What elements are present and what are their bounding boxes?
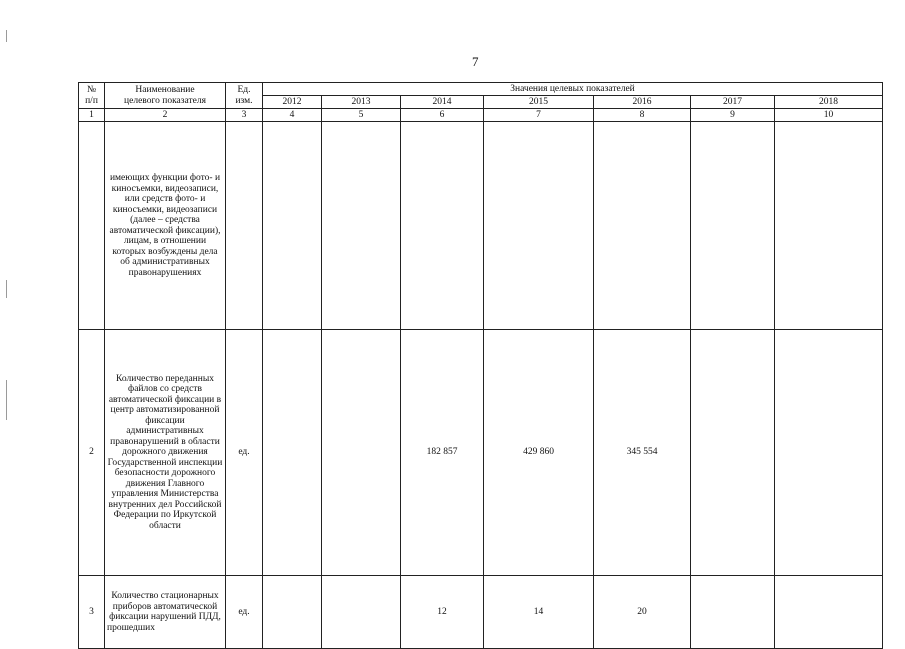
column-number: 4 — [263, 109, 322, 122]
header-year: 2014 — [401, 96, 484, 109]
header-year: 2015 — [484, 96, 594, 109]
header-year: 2016 — [594, 96, 691, 109]
row-value — [691, 576, 775, 649]
row-value — [594, 122, 691, 330]
column-number: 10 — [775, 109, 883, 122]
row-value: 14 — [484, 576, 594, 649]
row-num — [79, 122, 105, 330]
table-row — [79, 122, 883, 330]
row-indicator-name: Количество стационарных приборов автоматической фиксации нарушений ПДД, прошедших — [105, 576, 226, 649]
row-value — [775, 330, 883, 576]
row-value: 12 — [401, 576, 484, 649]
row-value — [322, 330, 401, 576]
row-num: 2 — [79, 330, 105, 576]
row-value — [401, 122, 484, 330]
row-value — [322, 122, 401, 330]
row-value: 182 857 — [401, 330, 484, 576]
header-values-group: Значения целевых показателей — [263, 83, 883, 96]
row-value — [691, 122, 775, 330]
row-value — [775, 122, 883, 330]
row-unit — [226, 122, 263, 330]
column-number: 3 — [226, 109, 263, 122]
column-number: 7 — [484, 109, 594, 122]
row-value — [263, 122, 322, 330]
scan-margin-mark — [6, 30, 7, 42]
column-number: 1 — [79, 109, 105, 122]
row-value — [263, 576, 322, 649]
header-year: 2012 — [263, 96, 322, 109]
row-num: 3 — [79, 576, 105, 649]
row-value — [322, 576, 401, 649]
header-num: № п/п — [79, 83, 105, 109]
header-unit: Ед. изм. — [226, 83, 263, 109]
header-year: 2018 — [775, 96, 883, 109]
row-unit: ед. — [226, 330, 263, 576]
column-number: 9 — [691, 109, 775, 122]
header-year: 2017 — [691, 96, 775, 109]
table-row — [79, 330, 883, 576]
row-value: 429 860 — [484, 330, 594, 576]
column-number: 6 — [401, 109, 484, 122]
scan-margin-mark — [6, 280, 7, 298]
column-number: 8 — [594, 109, 691, 122]
scan-margin-mark — [6, 380, 7, 420]
row-value: 345 554 — [594, 330, 691, 576]
header-year: 2013 — [322, 96, 401, 109]
target-indicators-table — [78, 82, 883, 649]
column-number: 5 — [322, 109, 401, 122]
row-value — [484, 122, 594, 330]
header-indicator-name: Наименование целевого показателя — [105, 83, 226, 109]
row-indicator-name: Количество переданных файлов со средств автоматической фиксации в центр автоматизированной фиксации административных правонарушений в области дорожного движения Государственной инспекции безопасности дорожного движения Главного управления Министерства внутренних дел Российской Федерации по Иркутской области — [105, 330, 226, 576]
row-value: 20 — [594, 576, 691, 649]
row-indicator-name: имеющих функции фото- и киносъемки, видеозаписи, или средств фото- и киносъемки, видеозаписи (далее – средства автоматической фиксации), лицам, в отношении которых возбуждены дела об административных правонарушениях — [105, 122, 226, 330]
row-value — [775, 576, 883, 649]
row-value — [263, 330, 322, 576]
row-value — [691, 330, 775, 576]
column-number: 2 — [105, 109, 226, 122]
table-row — [79, 576, 883, 649]
row-unit: ед. — [226, 576, 263, 649]
page-number: 7 — [472, 54, 479, 69]
